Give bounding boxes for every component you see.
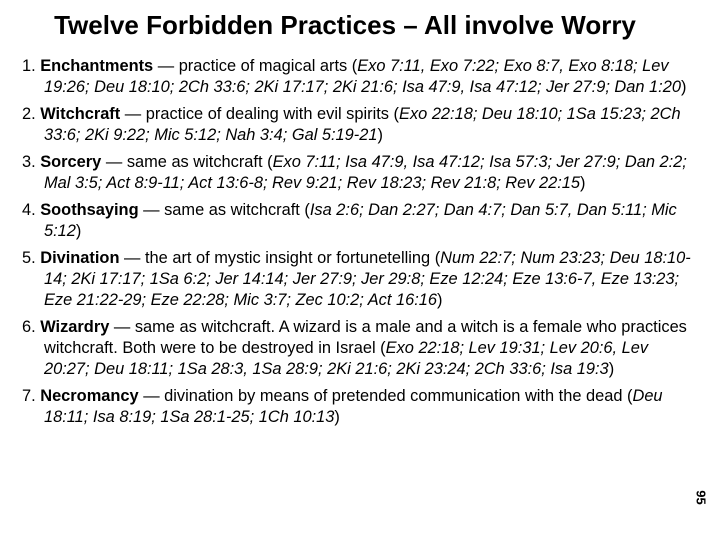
item-term: Enchantments: [40, 57, 154, 75]
item-number: 7.: [22, 387, 36, 405]
item-dash: —: [105, 153, 123, 171]
item-references: Exo 7:11; Isa 47:9, Isa 47:12; Isa 57:3; Jer 27:9; Dan 2:2; Mal 3:5; Act 8:9-11; Act 13:6-8; Rev 9:21; Rev 18:23; Rev 21:8; Rev 22:15: [44, 153, 687, 192]
list-item: 4. Soothsaying — same as witchcraft (Isa 2:6; Dan 2:27; Dan 4:7; Dan 5:7, Dan 5:11; Mic 5:12): [22, 201, 677, 240]
item-dash: —: [157, 57, 175, 75]
item-references: Isa 2:6; Dan 2:27; Dan 4:7; Dan 5:7, Dan 5:11; Mic 5:12: [44, 201, 677, 240]
item-term: Soothsaying: [40, 201, 139, 219]
item-description: same as witchcraft. A wizard is a male and a witch is a female who practices witchcraft. Both were to be destroyed in Israel: [44, 318, 687, 357]
item-number: 5.: [22, 249, 36, 267]
practice-list: [22, 56, 694, 434]
item-term: Divination: [40, 249, 120, 267]
item-number: 4.: [22, 201, 36, 219]
item-term: Witchcraft: [40, 105, 121, 123]
item-references: Exo 22:18; Lev 19:31; Lev 20:6, Lev 20:27; Deu 18:11; 1Sa 28:3, 1Sa 28:9; 2Ki 21:6; 2Ki 23:24; 2Ch 33:6; Isa 19:3: [44, 339, 649, 378]
item-references: Exo 7:11, Exo 7:22; Exo 8:7, Exo 8:18; Lev 19:26; Deu 18:10; 2Ch 33:6; 2Ki 17:17; 2Ki 21:6; Isa 47:9, Isa 47:12; Jer 27:9; Dan 1:20: [44, 57, 681, 96]
item-dash: —: [113, 318, 131, 336]
item-description: same as witchcraft: [164, 201, 300, 219]
list-item: 7. Necromancy — divination by means of pretended communication with the dead (Deu 18:11; Isa 8:19; 1Sa 28:1-25; 1Ch 10:13): [22, 387, 663, 426]
item-number: 6.: [22, 318, 36, 336]
item-description: divination by means of pretended communication with the dead: [164, 387, 623, 405]
item-references: Num 22:7; Num 23:23; Deu 18:10-14; 2Ki 17:17; 1Sa 6:2; Jer 14:14; Jer 27:9; Jer 29:8; Eze 12:24; Eze 13:6-7, Eze 13:23; Eze 21:22-29; Eze 22:28; Mic 3:7; Zec 10:2; Act 16:16: [44, 249, 691, 309]
item-description: practice of magical arts: [178, 57, 348, 75]
item-description: practice of dealing with evil spirits: [145, 105, 389, 123]
item-term: Necromancy: [40, 387, 139, 405]
item-term: Sorcery: [40, 153, 102, 171]
page-number-text: 95: [693, 490, 709, 505]
list-item: 2. Witchcraft — practice of dealing with evil spirits (Exo 22:18; Deu 18:10; 1Sa 15:23; 2Ch 33:6; 2Ki 9:22; Mic 5:12; Nah 3:4; Gal 5:19-21): [22, 105, 681, 144]
list-item: 3. Sorcery — same as witchcraft (Exo 7:11; Isa 47:9, Isa 47:12; Isa 57:3; Jer 27:9; Dan 2:2; Mal 3:5; Act 8:9-11; Act 13:6-8; Rev 9:21; Rev 18:23; Rev 21:8; Rev 22:15): [22, 153, 687, 192]
page-number: [693, 478, 716, 518]
item-dash: —: [143, 201, 160, 219]
list-item: 5. Divination — the art of mystic insight or fortunetelling (Num 22:7; Num 23:23; Deu 18:10-14; 2Ki 17:17; 1Sa 6:2; Jer 14:14; Jer 27:9; Jer 29:8; Eze 12:24; Eze 13:6-7, Eze 13:23; Eze 21:22-29; Eze 22:28; Mic 3:7; Zec 10:2; Act 16:16): [22, 249, 691, 309]
item-number: 1.: [22, 57, 36, 75]
item-description: the art of mystic insight or fortunetelling: [144, 249, 431, 267]
item-dash: —: [143, 387, 160, 405]
item-references: Deu 18:11; Isa 8:19; 1Sa 28:1-25; 1Ch 10:13: [44, 387, 663, 426]
list-item: 6. Wizardry — same as witchcraft. A wizard is a male and a witch is a female who practices witchcraft. Both were to be destroyed in Israel (Exo 22:18; Lev 19:31; Lev 20:6, Lev 20:27; Deu 18:11; 1Sa 28:3, 1Sa 28:9; 2Ki 21:6; 2Ki 23:24; 2Ch 33:6; Isa 19:3): [22, 318, 687, 378]
item-term: Wizardry: [40, 318, 110, 336]
item-dash: —: [124, 249, 141, 267]
item-number: 2.: [22, 105, 36, 123]
item-number: 3.: [22, 153, 36, 171]
page-title: Twelve Forbidden Practices – All involve Worry: [54, 10, 636, 40]
item-description: same as witchcraft: [126, 153, 263, 171]
item-references: Exo 22:18; Deu 18:10; 1Sa 15:23; 2Ch 33:6; 2Ki 9:22; Mic 5:12; Nah 3:4; Gal 5:19-21: [44, 105, 681, 144]
list-item: 1. Enchantments — practice of magical arts (Exo 7:11, Exo 7:22; Exo 8:7, Exo 8:18; Lev 19:26; Deu 18:10; 2Ch 33:6; 2Ki 17:17; 2Ki 21:6; Isa 47:9, Isa 47:12; Jer 27:9; Dan 1:20): [22, 57, 687, 96]
item-dash: —: [124, 105, 142, 123]
